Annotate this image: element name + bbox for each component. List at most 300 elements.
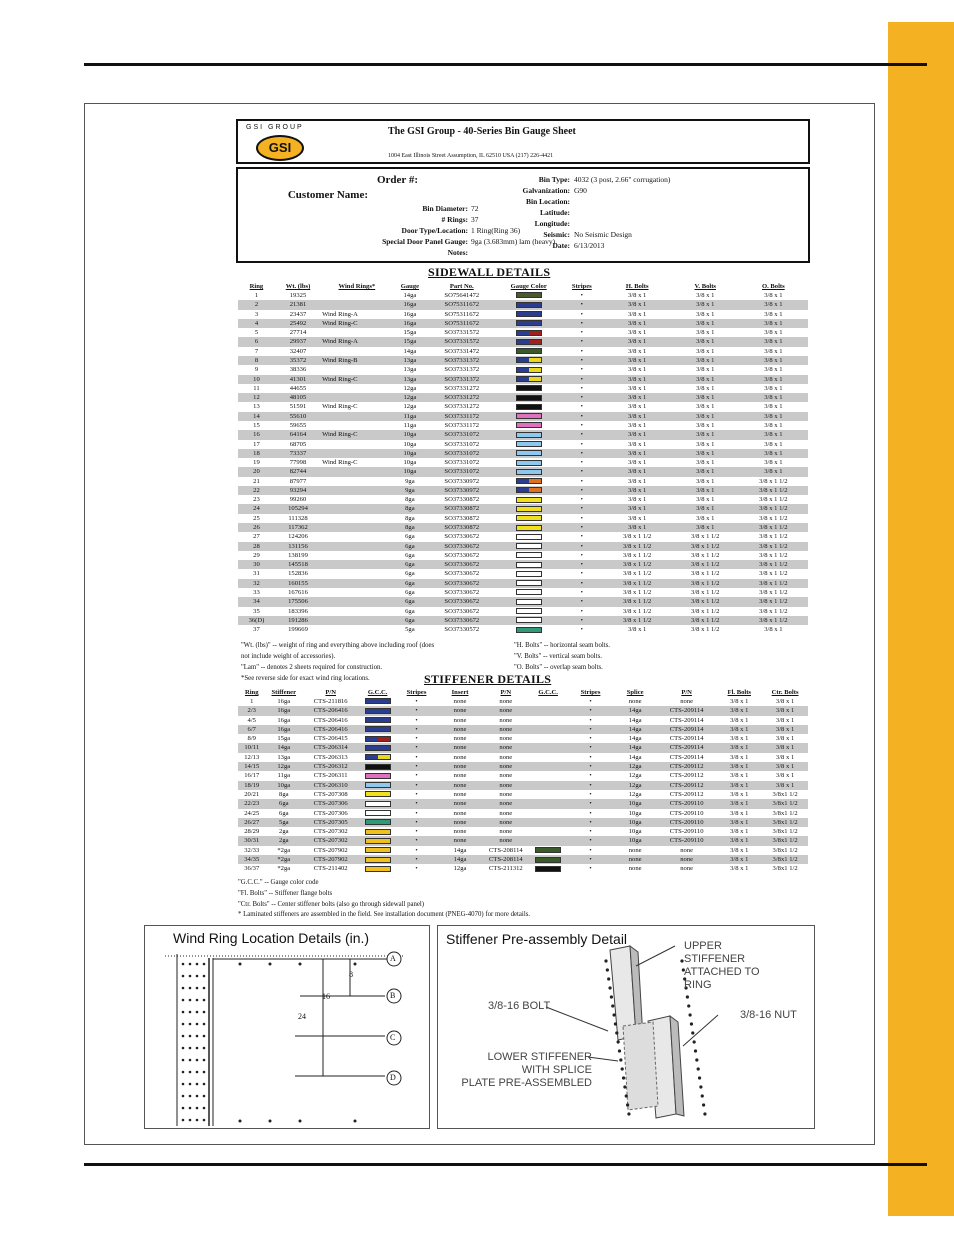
sidewall-cell xyxy=(496,319,561,328)
sidewall-cell: • xyxy=(580,329,583,337)
info-value: 37 xyxy=(471,215,479,224)
bolt-hole-dot xyxy=(182,999,185,1002)
stiffener-cell: CTS-209110 xyxy=(669,828,704,836)
bolt-dot xyxy=(701,1094,704,1097)
sidewall-cell: 16ga xyxy=(393,300,428,309)
sidewall-cell: 17 xyxy=(253,440,260,448)
sidewall-cell xyxy=(321,514,393,523)
sidewall-cell: 3/8 x 1 xyxy=(603,393,672,402)
stiffener-cell: 3/8 x 1 xyxy=(730,828,749,836)
sidewall-cell: 82744 xyxy=(275,467,321,476)
sidewall-cell: 3/8 x 1 1/2 xyxy=(672,616,739,625)
gauge-color-swatch xyxy=(516,552,542,558)
bolt-dot xyxy=(699,1085,702,1088)
sidewall-cell: 3/8 x 1 1/2 xyxy=(672,560,739,569)
sidewall-cell: 3/8 x 1 xyxy=(696,329,715,337)
stiffener-cell: CTS-206415 xyxy=(313,735,348,743)
stiffener-cell: 14/15 xyxy=(238,762,265,771)
bolt-hole-dot xyxy=(182,1095,185,1098)
stiffener-cell: CTS-207305 xyxy=(302,818,359,827)
sidewall-cell xyxy=(496,356,561,365)
stiffener-cell: none xyxy=(453,753,467,761)
gcc-swatch xyxy=(365,866,391,872)
sidewall-cell: • xyxy=(580,477,583,485)
sidewall-cell xyxy=(321,551,393,560)
stiffener-cell: CTS-209112 xyxy=(669,790,704,798)
sidewall-cell: 3/8 x 1 xyxy=(739,356,808,365)
sidewall-cell: SO37330672 xyxy=(427,542,496,551)
sidewall-cell: SO37331272 xyxy=(444,384,480,392)
sidewall-cell: 14ga xyxy=(403,347,417,355)
sidewall-cell: 3/8 x 1 1/2 xyxy=(759,496,788,504)
sidewall-cell: 6ga xyxy=(393,616,428,625)
bolt-hole-dot xyxy=(269,1120,272,1123)
sidewall-cell: 3/8 x 1 xyxy=(696,496,715,504)
sidewall-cell xyxy=(496,467,561,476)
sidewall-cell: 3/8 x 1 1/2 xyxy=(739,579,808,588)
stiffener-cell: CTS-207302 xyxy=(302,836,359,845)
stiffener-cell: • xyxy=(396,706,437,715)
bolt-dot xyxy=(625,1094,628,1097)
sidewall-cell: Wind Ring-C xyxy=(322,403,358,411)
sidewall-cell: 183396 xyxy=(288,607,308,615)
gauge-color-swatch xyxy=(516,330,542,336)
stiffener-cell: CTS-207902 xyxy=(313,846,348,854)
stiffener-cell: none xyxy=(483,743,529,752)
sidewall-cell: 3/8 x 1 xyxy=(764,421,783,429)
bolt-dot xyxy=(607,977,610,980)
stiffener-cell: 8/9 xyxy=(247,735,256,743)
gauge-color-swatch xyxy=(516,302,542,308)
stiffener-note: * Laminated stiffeners are assembled in the field. See installation document (PNEG-4070) for more details. xyxy=(238,911,531,919)
bolt-hole-dot xyxy=(189,1047,192,1050)
sidewall-cell: SO37330672 xyxy=(444,533,480,541)
stiffener-cell: 3/8 x 1 xyxy=(716,818,762,827)
sidewall-cell xyxy=(321,616,393,625)
wind-panel-title: Wind Ring Location Details (in.) xyxy=(173,930,370,946)
marker-c: C xyxy=(390,1033,396,1042)
stiffener-cell: 3/8 x 1 xyxy=(730,846,749,854)
stiffener-cell: 14ga xyxy=(628,753,642,761)
sidewall-cell: 117362 xyxy=(275,523,321,532)
stiffener-cell: none xyxy=(499,735,513,743)
sidewall-cell: 93294 xyxy=(275,486,321,495)
stiffener-cell: 3/8x1 1/2 xyxy=(772,809,798,817)
stiffener-cell xyxy=(359,781,396,790)
bolt-hole-dot xyxy=(182,1035,185,1038)
sidewall-cell: 3/8 x 1 1/2 xyxy=(759,533,788,541)
stiffener-cell: 12ga xyxy=(613,762,656,771)
bolt-hole-dot xyxy=(203,999,206,1002)
sidewall-cell: 10ga xyxy=(393,430,428,439)
stiffener-cell: none xyxy=(499,809,513,817)
sidewall-cell: 23437 xyxy=(289,310,307,318)
sidewall-row xyxy=(238,300,808,309)
wind-ring-diagram xyxy=(145,926,431,1130)
sidewall-cell: 3/8 x 1 xyxy=(628,329,647,337)
sidewall-cell: SO37331372 xyxy=(444,366,480,374)
bolt-dot xyxy=(689,1013,692,1016)
dim-8: 8 xyxy=(349,970,353,979)
sidewall-cell: 6ga xyxy=(405,551,415,559)
stiffener-cell: 3/8 x 1 xyxy=(730,772,749,780)
sidewall-row xyxy=(238,421,808,430)
stiffener-row xyxy=(238,762,808,771)
sidewall-cell xyxy=(321,300,393,309)
info-right-row xyxy=(508,196,808,207)
sidewall-cell: 3/8 x 1 xyxy=(628,403,647,411)
sidewall-cell: 3/8 x 1 xyxy=(672,375,739,384)
bolt-dot xyxy=(618,1049,621,1052)
stiffener-cell: 3/8x1 1/2 xyxy=(762,855,808,864)
stiffener-row xyxy=(238,725,808,734)
sidewall-cell: Wind Ring-C xyxy=(322,459,358,467)
sidewall-cell: Wind Ring-A xyxy=(322,310,358,318)
stiffener-cell: 10ga xyxy=(628,809,642,817)
info-right xyxy=(508,174,808,251)
bolt-dot xyxy=(608,986,611,989)
sidewall-cell: • xyxy=(561,356,603,365)
stiffener-cell xyxy=(529,846,568,855)
sidewall-cell: 3/8 x 1 xyxy=(672,319,739,328)
sidewall-row xyxy=(238,523,808,532)
sidewall-header: V. Bolts xyxy=(694,283,716,290)
sidewall-cell: 25 xyxy=(253,514,260,522)
sidewall-cell: 37 xyxy=(253,626,260,634)
bolt-dot xyxy=(604,959,607,962)
sheet-title: The GSI Group - 40-Series Bin Gauge Sheet xyxy=(388,126,576,137)
sidewall-cell: 64164 xyxy=(275,430,321,439)
sidewall-cell: • xyxy=(580,292,583,299)
sidewall-cell: 3/8 x 1 xyxy=(764,347,783,355)
stiffener-table xyxy=(238,688,808,874)
gauge-color-swatch xyxy=(516,515,542,521)
bolt-hole-dot xyxy=(189,1059,192,1062)
sidewall-header: Wind Rings* xyxy=(338,283,376,290)
sidewall-cell: 3/8 x 1 1/2 xyxy=(759,570,788,578)
sidewall-cell xyxy=(321,569,393,578)
stiffener-cell xyxy=(359,799,396,808)
bolt-hole-dot xyxy=(196,1059,199,1062)
stiffener-cell xyxy=(529,818,568,827)
gcc-swatch xyxy=(365,717,391,723)
stiffener-cell: 18/19 xyxy=(238,781,265,790)
stiffener-header: Stripes xyxy=(406,689,427,696)
sidewall-header: Gauge xyxy=(400,283,420,290)
sidewall-cell: 3/8 x 1 1/2 xyxy=(672,579,739,588)
stiffener-row xyxy=(238,753,808,762)
gcc-swatch xyxy=(365,726,391,732)
stiffener-cell xyxy=(529,753,568,762)
sidewall-cell: • xyxy=(580,570,583,578)
info-value xyxy=(570,197,574,206)
info-key: Galvanization: xyxy=(522,186,570,195)
bolt-hole-dot xyxy=(196,1071,199,1074)
sidewall-cell xyxy=(321,328,393,337)
stiffener-cell: • xyxy=(415,865,418,873)
bolt-hole-dot xyxy=(182,963,185,966)
sidewall-cell: SO37331372 xyxy=(427,375,496,384)
sidewall-cell: 3/8 x 1 xyxy=(696,310,715,318)
order-info xyxy=(236,167,810,263)
sidewall-header-row xyxy=(238,282,808,291)
marker-b: B xyxy=(390,991,396,1000)
stiffener-cell: CTS-209110 xyxy=(657,799,717,808)
bolt-hole-dot xyxy=(203,1095,206,1098)
bolt-dot xyxy=(611,1004,614,1007)
sidewall-cell: 5ga xyxy=(405,626,415,634)
sidewall-cell: 25492 xyxy=(275,319,321,328)
sidewall-cell: 3/8 x 1 xyxy=(672,486,739,495)
stiffener-cell: 3/8 x 1 xyxy=(762,725,808,734)
stiffener-cell: 12ga xyxy=(628,772,642,780)
stiffener-cell: 3/8 x 1 xyxy=(775,772,795,780)
stiffener-cell: 3/8 x 1 xyxy=(716,799,762,808)
sidewall-cell: 15ga xyxy=(393,337,428,346)
sidewall-cell: SO37331272 xyxy=(427,393,496,402)
gcc-swatch xyxy=(365,708,391,714)
stiffener-cell: 14ga xyxy=(613,706,656,715)
sidewall-cell: 3/8 x 1 xyxy=(603,430,672,439)
stiffener-cell: 10ga xyxy=(628,828,642,836)
stiffener-cell xyxy=(359,790,396,799)
top-rule xyxy=(84,63,927,66)
info-value: 6/13/2013 xyxy=(574,241,605,250)
info-value: 72 xyxy=(471,204,479,213)
stiffener-cell: 10ga xyxy=(265,781,302,790)
stiffener-cell: none xyxy=(499,790,513,798)
sidewall-cell xyxy=(496,532,561,541)
sidewall-cell: 3/8 x 1 1/2 xyxy=(603,560,672,569)
sidewall-cell xyxy=(321,421,393,430)
bolt-dot xyxy=(623,1085,626,1088)
stiffener-cell: 11ga xyxy=(277,772,291,780)
sidewall-cell: • xyxy=(580,421,583,429)
sidewall-cell: 3/8 x 1 xyxy=(603,412,672,421)
sidewall-cell: • xyxy=(561,597,603,606)
stiffener-cell: 3/8 x 1 xyxy=(762,743,808,752)
sidewall-header: Part No. xyxy=(449,283,474,290)
gauge-color-swatch xyxy=(516,422,542,428)
stiffener-cell xyxy=(359,855,396,864)
stiffener-cell xyxy=(529,706,568,715)
stiffener-cell: • xyxy=(589,809,592,817)
stiffener-cell: 16ga xyxy=(277,716,291,724)
sidewall-cell: • xyxy=(561,486,603,495)
info-value: No Seismic Design xyxy=(574,230,632,239)
sidewall-cell: 3/8 x 1 1/2 xyxy=(603,616,672,625)
sidewall-cell: 3/8 x 1 xyxy=(603,504,672,513)
sidewall-cell: • xyxy=(561,504,603,513)
bolt-hole-dot xyxy=(196,1107,199,1110)
sidewall-cell: 138199 xyxy=(288,551,308,559)
sidewall-cell xyxy=(321,467,393,476)
sidewall-cell xyxy=(496,393,561,402)
gauge-color-swatch xyxy=(516,497,542,503)
gcc-swatch xyxy=(365,782,391,788)
sidewall-cell: 13ga xyxy=(393,375,428,384)
stiffener-row xyxy=(238,827,808,836)
stiffener-cell xyxy=(529,743,568,752)
stiffener-cell: • xyxy=(396,818,437,827)
gcc-swatch xyxy=(365,791,391,797)
sheet-address: 1004 East Illinois Street Assumption, IL 62510 USA (217) 226-4421 xyxy=(388,153,554,159)
bolt-hole-dot xyxy=(196,1119,199,1122)
sidewall-cell: 9ga xyxy=(405,477,415,485)
sidewall-cell: 13 xyxy=(253,403,260,411)
stiffener-cell: CTS-209114 xyxy=(657,725,717,734)
gcc-swatch xyxy=(365,838,391,844)
sidewall-cell: 3/8 x 1 1/2 xyxy=(622,570,652,578)
stiffener-cell: 12ga xyxy=(453,865,467,873)
gauge-color-swatch xyxy=(516,339,542,345)
sidewall-cell: 48105 xyxy=(275,393,321,402)
bolt-dot xyxy=(698,1076,701,1079)
stiffener-cell: • xyxy=(589,846,592,854)
stiffener-cell: CTS-207306 xyxy=(313,809,348,817)
sidewall-cell xyxy=(496,458,561,467)
gauge-color-swatch xyxy=(516,404,542,410)
sidewall-cell: 3/8 x 1 xyxy=(628,310,647,318)
stiffener-cell: none xyxy=(437,836,483,845)
sidewall-cell: 16ga xyxy=(393,319,428,328)
sidewall-cell: 3/8 x 1 xyxy=(764,440,783,448)
sidewall-note: "H. Bolts" -- horizontal seam bolts. xyxy=(514,642,610,649)
sidewall-cell: 3/8 x 1 xyxy=(672,412,739,421)
dim-16: 16 xyxy=(322,992,330,1001)
sidewall-cell: 3/8 x 1 xyxy=(672,449,739,458)
sidewall-cell: 3/8 x 1 xyxy=(764,384,783,392)
sidewall-cell: 21 xyxy=(253,477,260,485)
sidewall-cell: 3/8 x 1 xyxy=(628,347,647,355)
sidewall-header: H. Bolts xyxy=(625,283,649,290)
info-right-row xyxy=(508,218,808,229)
info-key: Latitude: xyxy=(540,208,570,217)
sidewall-cell: 3/8 x 1 1/2 xyxy=(739,560,808,569)
info-key: Notes: xyxy=(447,248,468,257)
sidewall-cell: 16 xyxy=(238,430,275,439)
sidewall-cell: SO37331072 xyxy=(444,440,480,448)
sidewall-cell: 3/8 x 1 xyxy=(739,337,808,346)
sidewall-cell xyxy=(321,412,393,421)
stiffener-cell xyxy=(359,753,396,762)
stiffener-row xyxy=(238,846,808,855)
stiffener-cell xyxy=(359,846,396,855)
sidewall-cell: 6ga xyxy=(393,579,428,588)
stiffener-cell: none xyxy=(628,698,642,705)
sidewall-cell: 3/8 x 1 1/2 xyxy=(691,626,720,634)
sidewall-row xyxy=(238,532,808,541)
sidewall-cell xyxy=(321,504,393,513)
sidewall-cell: Wind Ring-C xyxy=(321,430,393,439)
sidewall-cell xyxy=(496,291,561,300)
bolt-hole-dot xyxy=(196,1047,199,1050)
bolt-dot xyxy=(702,1103,705,1106)
stiffener-cell: • xyxy=(568,706,614,715)
stiffener-notes xyxy=(238,878,818,921)
bolt-hole-dot xyxy=(196,1083,199,1086)
sidewall-cell: 41301 xyxy=(275,375,321,384)
bolt-dot xyxy=(695,1058,698,1061)
stiffener-cell: 2/3 xyxy=(238,706,265,715)
stiffener-cell: CTS-206312 xyxy=(302,762,359,771)
bolt-hole-dot xyxy=(239,963,242,966)
bolt-dot xyxy=(627,1112,630,1115)
sidewall-cell xyxy=(321,597,393,606)
marker-d: D xyxy=(390,1073,396,1082)
sidewall-cell xyxy=(496,430,561,439)
stiffener-cell xyxy=(529,781,568,790)
upper-stiffener-label xyxy=(684,940,760,992)
sidewall-cell xyxy=(496,421,561,430)
info-key: Seismic: xyxy=(543,230,570,239)
bolt-hole-dot xyxy=(189,1107,192,1110)
stiffener-cell xyxy=(359,743,396,752)
sidewall-cell: • xyxy=(580,440,583,448)
stiffener-cell: • xyxy=(589,753,592,761)
stiffener-cell: 10ga xyxy=(613,818,656,827)
stiffener-cell xyxy=(529,697,568,706)
sidewall-cell xyxy=(321,607,393,616)
sidewall-cell: 12ga xyxy=(393,393,428,402)
stiffener-cell: CTS-207302 xyxy=(313,828,348,836)
sidewall-cell: • xyxy=(580,607,583,615)
sidewall-cell: 35372 xyxy=(275,356,321,365)
sidewall-cell: 3/8 x 1 xyxy=(672,523,739,532)
stiffener-row xyxy=(238,818,808,827)
sidewall-cell: SO75311672 xyxy=(444,310,480,318)
bolt-hole-dot xyxy=(189,1119,192,1122)
sidewall-cell: 34 xyxy=(238,597,275,606)
sidewall-cell: SO37330572 xyxy=(444,626,480,634)
sidewall-cell: SO37331072 xyxy=(427,430,496,439)
bolt-dot xyxy=(697,1067,700,1070)
sidewall-cell: 3/8 x 1 1/2 xyxy=(759,607,788,615)
stiffener-cell: 3/8 x 1 xyxy=(730,698,749,705)
stiffener-cell: none xyxy=(680,698,694,705)
stiffener-cell: none xyxy=(613,855,656,864)
sidewall-cell xyxy=(496,495,561,504)
marker-a: A xyxy=(390,954,396,963)
sidewall-cell: SO37331172 xyxy=(444,421,480,429)
bolt-hole-dot xyxy=(182,1011,185,1014)
info-right-row xyxy=(508,207,808,218)
sidewall-cell: SO37331372 xyxy=(427,356,496,365)
sidewall-cell: 3/8 x 1 xyxy=(696,292,715,299)
sidewall-cell: 3/8 x 1 xyxy=(603,375,672,384)
stiffener-cell: CTS-206416 xyxy=(302,706,359,715)
stiffener-cell xyxy=(359,818,396,827)
stiffener-cell: 3/8 x 1 xyxy=(716,836,762,845)
stiffener-cell: 3/8 x 1 xyxy=(775,716,795,724)
sidewall-cell xyxy=(321,625,393,634)
sidewall-notes-right xyxy=(514,640,714,673)
stiffener-cell: • xyxy=(589,716,592,724)
stiffener-note: "Fl. Bolts" -- Stiffener flange bolts xyxy=(238,889,333,897)
sidewall-cell xyxy=(321,588,393,597)
gauge-color-swatch xyxy=(516,385,542,391)
bolt-hole-dot xyxy=(182,987,185,990)
stiffener-note: "Ctr. Bolts" -- Center stiffener bolts (also go through sidewall panel) xyxy=(238,900,425,908)
sidewall-cell xyxy=(496,402,561,411)
sidewall-cell: 3/8 x 1 xyxy=(739,449,808,458)
bolt-hole-dot xyxy=(299,1120,302,1123)
stiffener-cell: 20/21 xyxy=(244,790,260,798)
sidewall-cell xyxy=(496,579,561,588)
stiffener-cell: none xyxy=(499,772,513,780)
bolt-label: 3/8-16 BOLT xyxy=(488,1000,551,1012)
bolt-hole-dot xyxy=(203,1011,206,1014)
